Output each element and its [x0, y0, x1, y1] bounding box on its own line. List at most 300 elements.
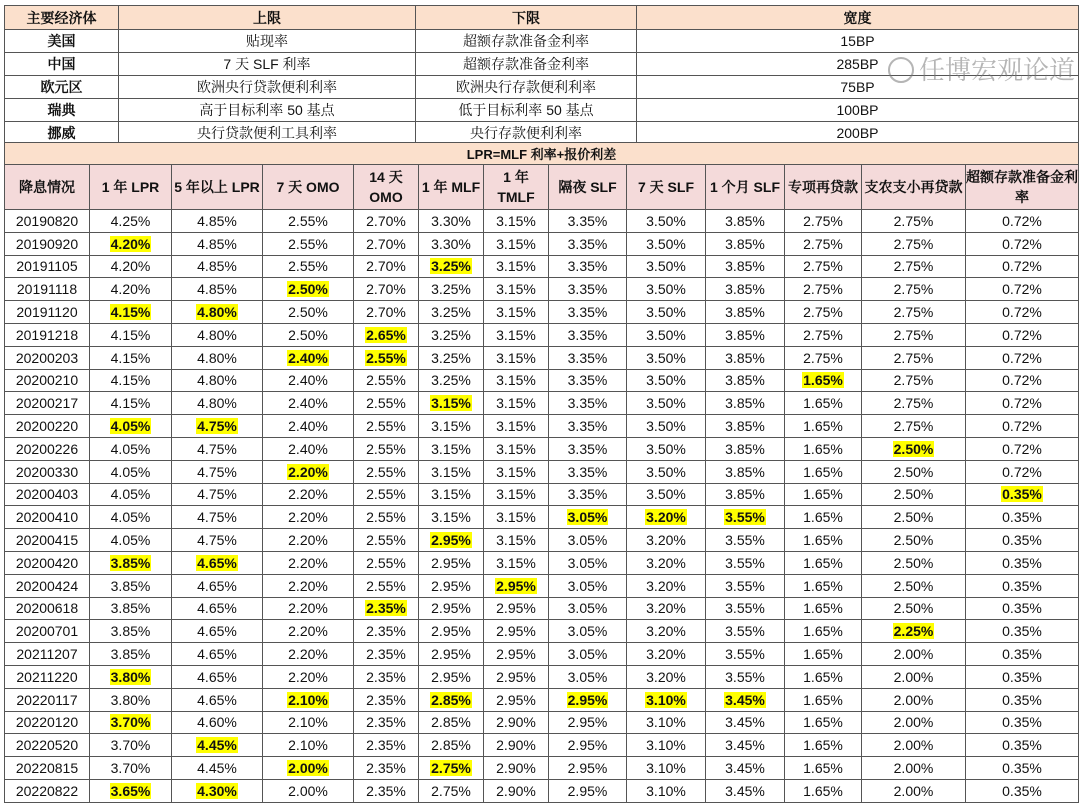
column-header: 1 个月 SLF [706, 165, 785, 210]
rate-cell [966, 529, 1079, 552]
table-cell: 75BP [637, 76, 1079, 99]
changed-rate-value: 3.25% [431, 258, 471, 275]
rate-cell [966, 551, 1079, 574]
rate-cell [419, 210, 484, 233]
date-cell [5, 597, 90, 620]
rate-value: 2.20% [288, 509, 328, 526]
rate-cell [966, 643, 1079, 666]
date-cell [5, 551, 90, 574]
rate-cell [627, 301, 706, 324]
date-cell [5, 210, 90, 233]
rate-value: 3.50% [646, 258, 686, 275]
rate-value: 2.20% [288, 646, 328, 663]
rate-value: 20191105 [16, 258, 78, 275]
rate-cell [706, 369, 785, 392]
rate-cell [549, 551, 627, 574]
rate-value: 2.95% [567, 737, 608, 754]
rate-value: 1.65% [803, 486, 843, 503]
rate-cell [862, 688, 966, 711]
date-cell [5, 574, 90, 597]
rate-cell [263, 643, 354, 666]
rate-value: 2.40% [288, 418, 328, 435]
rate-value: 2.70% [366, 235, 406, 252]
rate-cell [263, 734, 354, 757]
rate-cell [627, 278, 706, 301]
rate-value: 1.65% [803, 760, 843, 777]
rate-value: 1.65% [803, 623, 843, 640]
rate-cell [90, 643, 172, 666]
rate-value: 3.25% [431, 326, 471, 343]
changed-rate-value: 3.20% [646, 509, 686, 526]
rate-value: 3.15% [496, 326, 536, 343]
column-header: 5 年以上 LPR [172, 165, 263, 210]
rate-cell [90, 255, 172, 278]
rate-cell [484, 278, 549, 301]
rate-cell [484, 346, 549, 369]
changed-rate-value: 4.30% [197, 782, 237, 799]
rate-value: 3.35% [567, 395, 608, 412]
rate-cell [354, 392, 419, 415]
rate-value: 3.85% [110, 623, 151, 640]
rate-value: 1.65% [803, 600, 843, 617]
rate-value: 20220117 [16, 691, 78, 708]
rate-cell [263, 597, 354, 620]
column-header-row [5, 165, 1079, 210]
rate-cell [549, 437, 627, 460]
rate-value: 2.55% [366, 577, 406, 594]
rate-cell [549, 734, 627, 757]
rate-value: 0.35% [1002, 532, 1042, 549]
changed-rate-value: 2.95% [567, 691, 608, 708]
rate-value: 20191218 [15, 326, 79, 343]
column-header: 7 天 SLF [627, 165, 706, 210]
rate-cell [484, 323, 549, 346]
rate-cell [90, 323, 172, 346]
changed-rate-value: 3.55% [725, 509, 765, 526]
rate-cell [966, 369, 1079, 392]
rate-cell [263, 255, 354, 278]
table-cell: 央行贷款便利工具利率 [119, 122, 416, 145]
rate-cell [549, 620, 627, 643]
rate-value: 2.75% [893, 349, 934, 366]
rate-value: 3.85% [725, 326, 765, 343]
rate-value: 3.55% [725, 646, 765, 663]
rate-cell [706, 437, 785, 460]
column-header: 7 天 OMO [263, 165, 354, 210]
rate-value: 1.65% [803, 737, 843, 754]
rate-value: 4.25% [110, 212, 151, 229]
rate-value: 2.55% [366, 486, 406, 503]
rate-value: 2.55% [288, 258, 328, 275]
rate-value: 1.65% [803, 463, 843, 480]
rate-cell [862, 210, 966, 233]
rate-value: 4.75% [197, 532, 237, 549]
rate-value: 3.55% [725, 623, 765, 640]
rate-value: 0.35% [1002, 760, 1042, 777]
rate-cell [627, 757, 706, 780]
rate-value: 20200403 [15, 486, 79, 503]
table-row [5, 757, 1079, 780]
rate-value: 20200424 [15, 577, 79, 594]
rate-value: 3.85% [110, 577, 151, 594]
rate-cell [966, 620, 1079, 643]
changed-rate-value: 3.05% [567, 509, 608, 526]
rate-value: 2.50% [893, 532, 934, 549]
rate-value: 2.75% [893, 326, 934, 343]
rate-value: 3.35% [567, 326, 608, 343]
rate-cell [549, 506, 627, 529]
table-row [5, 597, 1079, 620]
rate-cell [484, 301, 549, 324]
rate-cell [627, 734, 706, 757]
rate-value: 3.05% [567, 532, 608, 549]
rate-value: 3.15% [496, 463, 536, 480]
rate-cell [354, 734, 419, 757]
rate-value: 4.45% [197, 760, 237, 777]
rate-cell [862, 232, 966, 255]
rate-value: 2.55% [366, 463, 406, 480]
rate-cell [354, 437, 419, 460]
rate-value: 2.40% [288, 440, 328, 457]
rate-cell [549, 529, 627, 552]
rate-value: 4.05% [110, 463, 151, 480]
rate-value: 0.35% [1002, 782, 1042, 799]
rate-cell [90, 483, 172, 506]
rate-value: 2.90% [496, 760, 536, 777]
rate-value: 20190820 [15, 212, 79, 229]
rate-cell [419, 574, 484, 597]
economy-name: 美国 [5, 30, 119, 53]
rate-value: 20200330 [15, 463, 79, 480]
rate-value: 2.55% [366, 372, 406, 389]
rate-value: 3.15% [496, 258, 536, 275]
rate-cell [706, 551, 785, 574]
rate-cell [484, 643, 549, 666]
rate-cell [785, 232, 862, 255]
rate-cell [354, 255, 419, 278]
rate-cell [966, 301, 1079, 324]
changed-rate-value: 2.00% [288, 760, 328, 777]
rate-value: 0.35% [1002, 554, 1042, 571]
table-cell: 100BP [637, 99, 1079, 122]
rate-value: 2.75% [803, 349, 843, 366]
rate-cell [785, 346, 862, 369]
rate-value: 20191118 [16, 281, 78, 298]
rate-value: 3.85% [725, 304, 765, 321]
rate-cell [484, 688, 549, 711]
rate-value: 4.80% [197, 372, 237, 389]
rate-value: 4.65% [197, 577, 237, 594]
rate-cell [354, 415, 419, 438]
rate-cell [419, 301, 484, 324]
rate-cell [484, 437, 549, 460]
rate-cell [263, 278, 354, 301]
rate-cell [627, 483, 706, 506]
rate-cell [785, 415, 862, 438]
rate-cell [419, 688, 484, 711]
rate-cell [706, 232, 785, 255]
rate-cell [862, 597, 966, 620]
rate-cell [706, 665, 785, 688]
rate-value: 2.10% [288, 714, 328, 731]
rate-cell [627, 529, 706, 552]
rate-value: 3.15% [431, 440, 471, 457]
rate-value: 3.15% [496, 509, 536, 526]
table-row [5, 711, 1079, 734]
rate-value: 3.85% [725, 212, 765, 229]
column-header: 上限 [119, 6, 416, 30]
rate-cell [90, 392, 172, 415]
rate-cell [627, 711, 706, 734]
rate-value: 0.35% [1002, 577, 1042, 594]
rate-cell [172, 415, 263, 438]
rate-cell [172, 255, 263, 278]
rate-value: 3.25% [431, 349, 471, 366]
rate-cell [354, 688, 419, 711]
rate-cell [484, 711, 549, 734]
date-cell [5, 665, 90, 688]
rate-cell [172, 734, 263, 757]
table-row [5, 346, 1079, 369]
rate-value: 4.75% [197, 440, 237, 457]
rate-cell [627, 620, 706, 643]
rate-cell [785, 323, 862, 346]
rate-cell [484, 460, 549, 483]
table-row [5, 301, 1079, 324]
rate-value: 20211220 [16, 668, 78, 685]
rate-cell [862, 757, 966, 780]
rate-cell [90, 711, 172, 734]
wechat-icon [888, 57, 914, 83]
rate-cell [172, 346, 263, 369]
rate-cell [484, 574, 549, 597]
rate-cell [627, 506, 706, 529]
changed-rate-value: 2.10% [288, 691, 328, 708]
watermark [888, 56, 1075, 84]
rate-cell [354, 369, 419, 392]
rate-cell [966, 415, 1079, 438]
rate-cell [549, 323, 627, 346]
table-row [5, 643, 1079, 666]
rate-cell [627, 232, 706, 255]
rate-value: 4.15% [110, 395, 151, 412]
changed-rate-value: 2.75% [431, 760, 471, 777]
rate-cell [354, 757, 419, 780]
rate-cell [263, 529, 354, 552]
rate-cell [785, 620, 862, 643]
rate-value: 2.90% [496, 737, 536, 754]
rate-value: 1.65% [803, 418, 843, 435]
rate-value: 0.72% [1002, 418, 1042, 435]
rate-value: 2.00% [893, 760, 934, 777]
rate-value: 3.50% [646, 304, 686, 321]
rate-cell [263, 620, 354, 643]
rate-value: 1.65% [803, 782, 843, 799]
rate-cell [627, 688, 706, 711]
rate-value: 3.10% [646, 737, 686, 754]
changed-rate-value: 2.50% [893, 440, 934, 457]
rate-value: 2.75% [893, 281, 934, 298]
rate-value: 3.15% [431, 486, 471, 503]
rate-value: 0.72% [1002, 372, 1042, 389]
rate-cell [627, 392, 706, 415]
rate-value: 3.10% [646, 760, 686, 777]
rate-cell [627, 369, 706, 392]
rate-cell [706, 757, 785, 780]
rate-cell [90, 437, 172, 460]
rate-value: 3.05% [567, 646, 608, 663]
rate-cell [172, 506, 263, 529]
rate-cell [354, 779, 419, 802]
rate-cell [785, 665, 862, 688]
rate-cell [263, 665, 354, 688]
rate-cell [354, 665, 419, 688]
rate-cell [484, 597, 549, 620]
rate-cell [627, 255, 706, 278]
rate-value: 2.70% [366, 212, 406, 229]
rate-cell [785, 529, 862, 552]
rate-value: 3.15% [496, 349, 536, 366]
table-cell: 央行存款便利利率 [416, 122, 637, 145]
rate-cell [627, 460, 706, 483]
rate-cell [549, 665, 627, 688]
rate-cell [966, 734, 1079, 757]
rate-cell [90, 278, 172, 301]
rate-value: 2.75% [803, 258, 843, 275]
rate-cell [263, 506, 354, 529]
changed-rate-value: 0.35% [1002, 486, 1042, 503]
rate-value: 4.80% [197, 349, 237, 366]
rate-cell [785, 301, 862, 324]
rate-cell [966, 506, 1079, 529]
rate-value: 3.50% [646, 281, 686, 298]
rate-cell [484, 392, 549, 415]
rate-value: 4.65% [197, 600, 237, 617]
rate-value: 2.75% [431, 782, 471, 799]
rate-cell [172, 529, 263, 552]
rate-value: 3.05% [567, 600, 608, 617]
rate-value: 20200220 [15, 418, 79, 435]
rate-value: 3.15% [496, 418, 536, 435]
rate-cell [172, 574, 263, 597]
rate-value: 1.65% [803, 577, 843, 594]
rate-cell [862, 551, 966, 574]
date-cell [5, 369, 90, 392]
rate-value: 0.35% [1002, 714, 1042, 731]
changed-rate-value: 4.75% [197, 418, 237, 435]
date-cell [5, 506, 90, 529]
rate-cell [90, 551, 172, 574]
rate-cell [90, 757, 172, 780]
rate-cell [419, 415, 484, 438]
watermark-text: 任博宏观论道 [919, 55, 1076, 85]
date-cell [5, 529, 90, 552]
rate-cell [706, 460, 785, 483]
rate-value: 3.20% [646, 668, 686, 685]
column-header: 支农支小再贷款 [862, 165, 966, 210]
table-row [5, 734, 1079, 757]
rate-cell [354, 506, 419, 529]
rate-cell [484, 734, 549, 757]
table-title: LPR=MLF 利率+报价利差 [5, 143, 1079, 165]
date-cell [5, 643, 90, 666]
changed-rate-value: 4.20% [110, 235, 151, 252]
rate-value: 3.05% [567, 623, 608, 640]
rate-value: 4.75% [197, 486, 237, 503]
rate-value: 4.85% [197, 281, 237, 298]
rate-cell [419, 529, 484, 552]
rate-cell [419, 232, 484, 255]
rate-value: 1.65% [803, 395, 843, 412]
rate-value: 2.20% [288, 600, 328, 617]
rate-value: 0.72% [1002, 395, 1042, 412]
rate-cell [354, 597, 419, 620]
rate-cell [172, 210, 263, 233]
rate-cell [966, 323, 1079, 346]
rate-cell [785, 210, 862, 233]
rate-cell [172, 665, 263, 688]
rate-cell [706, 255, 785, 278]
rate-cell [862, 278, 966, 301]
rate-value: 2.95% [496, 668, 536, 685]
rate-value: 20200226 [15, 440, 79, 457]
rate-value: 2.40% [288, 395, 328, 412]
table-row [5, 278, 1079, 301]
changed-rate-value: 2.20% [288, 463, 328, 480]
rate-value: 2.55% [366, 532, 406, 549]
rate-cell [419, 643, 484, 666]
rate-value: 2.95% [496, 646, 536, 663]
rate-value: 2.50% [288, 304, 328, 321]
rate-value: 2.75% [893, 418, 934, 435]
rate-cell [172, 278, 263, 301]
rate-cell [627, 323, 706, 346]
rate-cell [263, 711, 354, 734]
changed-rate-value: 3.80% [110, 668, 151, 685]
date-cell [5, 415, 90, 438]
rate-value: 2.95% [431, 554, 471, 571]
rate-cell [785, 711, 862, 734]
rate-cell [90, 506, 172, 529]
rate-value: 1.65% [803, 714, 843, 731]
rate-cell [484, 210, 549, 233]
rate-value: 3.50% [646, 418, 686, 435]
rate-value: 3.35% [567, 281, 608, 298]
rate-cell [862, 437, 966, 460]
rate-cell [354, 620, 419, 643]
rate-value: 3.85% [725, 486, 765, 503]
rate-value: 2.95% [431, 646, 471, 663]
rate-value: 1.65% [803, 554, 843, 571]
column-header: 超额存款准备金利率 [966, 165, 1079, 210]
date-cell [5, 323, 90, 346]
rate-cell [706, 620, 785, 643]
rate-cell [549, 278, 627, 301]
rate-value: 3.35% [567, 212, 608, 229]
rate-cell [549, 483, 627, 506]
date-cell [5, 757, 90, 780]
rate-value: 3.10% [646, 782, 686, 799]
rate-value: 2.70% [366, 304, 406, 321]
rate-value: 3.85% [110, 646, 151, 663]
rate-value: 2.50% [893, 486, 934, 503]
rate-cell [549, 210, 627, 233]
rate-cell [419, 460, 484, 483]
table-row [5, 99, 1079, 122]
rate-cell [90, 688, 172, 711]
rate-cell [862, 665, 966, 688]
rate-cell [172, 369, 263, 392]
